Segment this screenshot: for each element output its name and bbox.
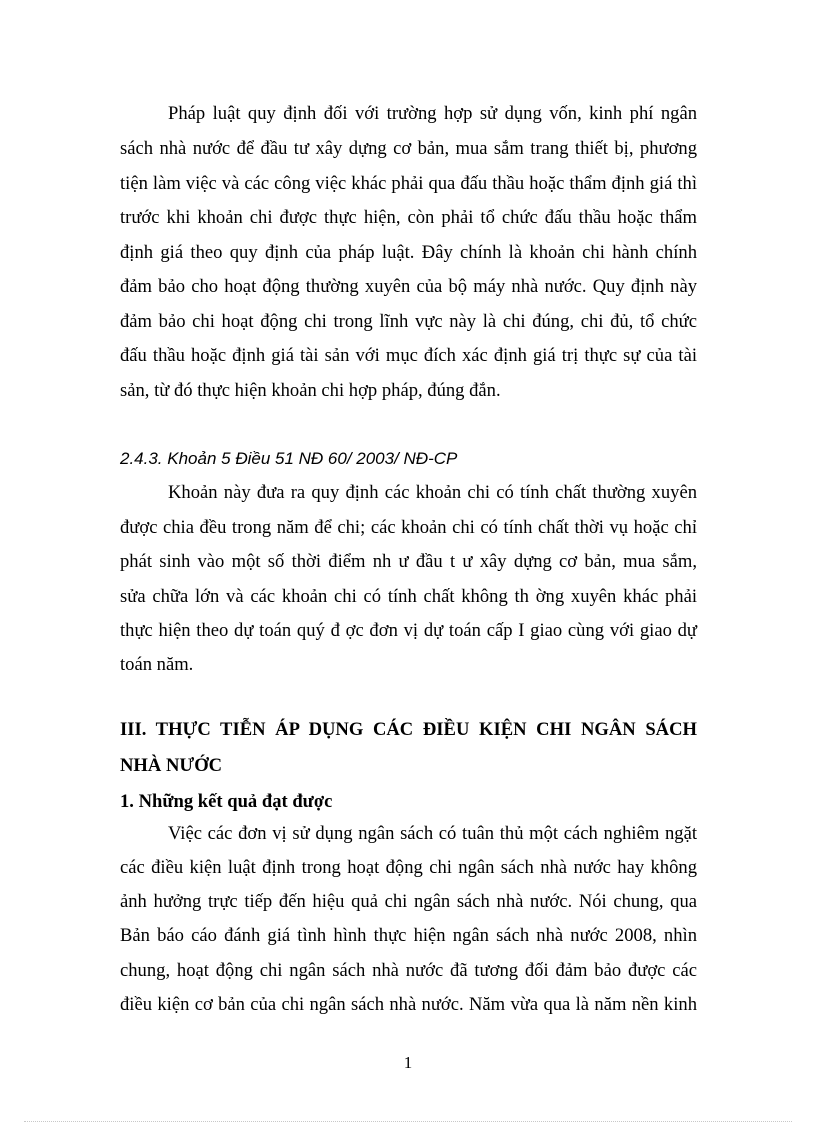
- paragraph-line: tiện làm việc và các công việc khác phải qua đấu thầu hoặc thẩm định giá thì: [120, 173, 697, 194]
- paragraph-line: sách nhà nước để đầu tư xây dựng cơ bản, mua sắm trang thiết bị, phương: [120, 138, 697, 159]
- paragraph-line: chung, hoạt động chi ngân sách nhà nước đã tương đối đảm bảo được các: [120, 960, 697, 981]
- paragraph-line: sửa chữa lớn và các khoản chi có tính chất không th ờng xuyên khác phải: [120, 586, 697, 607]
- paragraph-line: trước khi khoản chi được thực hiện, còn phải tổ chức đấu thầu hoặc thẩm: [120, 207, 697, 228]
- paragraph-line: Pháp luật quy định đối với trường hợp sử dụng vốn, kinh phí ngân: [168, 103, 697, 124]
- section-heading: III. THỰC TIỄN ÁP DỤNG CÁC ĐIỀU KIỆN CHI NGÂN SÁCH: [120, 719, 697, 740]
- paragraph-line: đấu thầu hoặc định giá tài sản với mục đích xác định giá trị thực sự của tài: [120, 345, 697, 366]
- paragraph-line: sản, từ đó thực hiện khoản chi hợp pháp, đúng đắn.: [120, 380, 501, 401]
- paragraph-line: Bản báo cáo đánh giá tình hình thực hiện ngân sách nhà nước 2008, nhìn: [120, 925, 697, 946]
- page-number: 1: [403, 1053, 413, 1072]
- section-subheading: 2.4.3. Khoản 5 Điều 51 NĐ 60/ 2003/ NĐ-CP: [120, 449, 458, 468]
- paragraph-line: đảm bảo cho hoạt động thường xuyên của bộ máy nhà nước. Quy định này: [120, 276, 697, 297]
- paragraph-line: phát sinh vào một số thời điểm nh ư đầu t ư xây dựng cơ bản, mua sắm,: [120, 551, 697, 572]
- paragraph-line: toán năm.: [120, 654, 194, 675]
- paragraph-line: Khoản này đưa ra quy định các khoản chi có tính chất thường xuyên: [168, 482, 697, 503]
- paragraph-line: ảnh hưởng trực tiếp đến hiệu quả chi ngân sách nhà nước. Nói chung, qua: [120, 891, 697, 912]
- section-heading: NHÀ NƯỚC: [120, 755, 223, 776]
- paragraph-line: thực hiện theo dự toán quý đ ợc đơn vị dự toán cấp I giao cùng với giao dự: [120, 620, 697, 641]
- paragraph-line: định giá theo quy định của pháp luật. Đây chính là khoản chi hành chính: [120, 242, 697, 263]
- paragraph-line: đảm bảo chi hoạt động chi trong lĩnh vực này là chi đúng, chi đủ, tổ chức: [120, 311, 697, 332]
- paragraph-line: các điều kiện luật định trong hoạt động chi ngân sách nhà nước hay không: [120, 857, 697, 878]
- paragraph-line: được chia đều trong năm để chi; các khoản chi có tính chất thời vụ hoặc chỉ: [120, 517, 697, 538]
- paragraph-line: điều kiện cơ bản của chi ngân sách nhà nước. Năm vừa qua là năm nền kinh: [120, 994, 697, 1015]
- subsection-heading: 1. Những kết quả đạt được: [120, 791, 333, 812]
- paragraph-line: Việc các đơn vị sử dụng ngân sách có tuân thủ một cách nghiêm ngặt: [168, 823, 697, 844]
- page-bottom-rule: [24, 1121, 792, 1122]
